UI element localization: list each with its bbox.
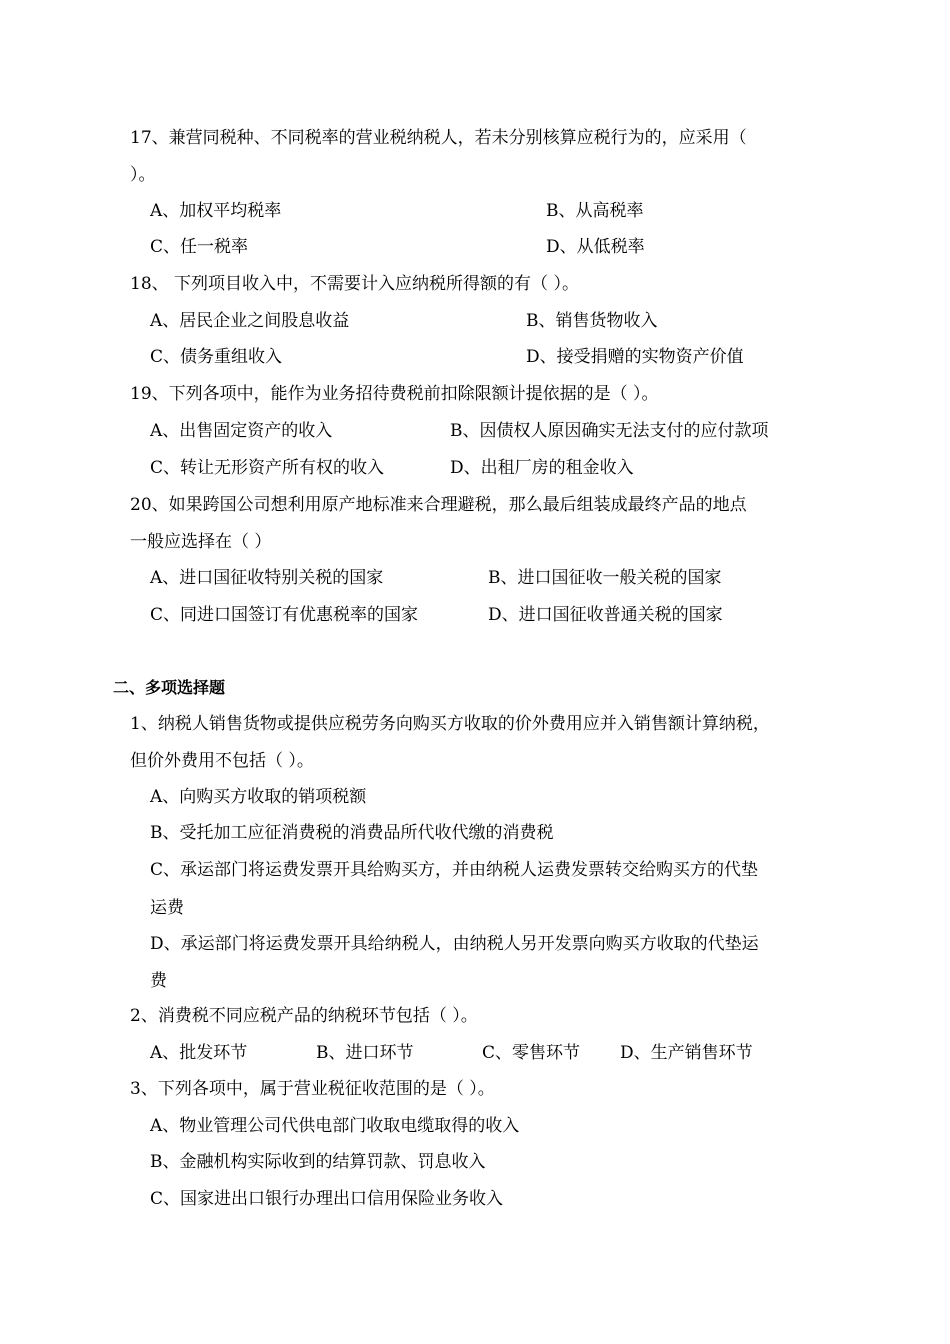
q19-option-c: C、转让无形资产所有权的收入 [150,458,385,478]
mq2-option-c: C、零售环节 [482,1043,581,1063]
mq1-option-a: A、向购买方收取的销项税额 [150,787,367,807]
q20-stem: 20、如果跨国公司想利用原产地标准来合理避税，那么最后组装成最终产品的地点 [130,495,747,515]
q19-stem: 19、下列各项中，能作为业务招待费税前扣除限额计提依据的是（ ）。 [130,384,659,404]
q20-stem-cont: 一般应选择在（ ） [130,532,272,552]
mq3-option-b: B、金融机构实际收到的结算罚款、罚息收入 [150,1152,486,1172]
q18-option-a: A、居民企业之间股息收益 [150,311,350,331]
mq1-option-b: B、受托加工应征消费税的消费品所代收代缴的消费税 [150,823,554,843]
mq3-stem: 3、下列各项中，属于营业税征收范围的是（ ）。 [130,1079,495,1099]
mq3-option-a: A、物业管理公司代供电部门收取电缆取得的收入 [150,1116,520,1136]
mq1-stem: 1、纳税人销售货物或提供应税劳务向购买方收取的价外费用应并入销售额计算纳税， [130,714,770,734]
mq2-option-a: A、批发环节 [150,1043,248,1063]
q18-option-d: D、接受捐赠的实物资产价值 [526,347,744,367]
q17-option-a: A、加权平均税率 [150,201,282,221]
section-heading-multiple-choice: 二、多项选择题 [113,678,226,697]
q18-stem: 18、 下列项目收入中，不需要计入应纳税所得额的有（ ）。 [130,274,579,294]
q19-option-a: A、出售固定资产的收入 [150,421,333,441]
q17-option-d: D、从低税率 [546,237,645,257]
mq1-option-c: C、承运部门将运费发票开具给购买方，并由纳税人运费发票转交给购买方的代垫 [150,860,759,880]
q18-option-c: C、债务重组收入 [150,347,283,367]
mq3-option-c: C、国家进出口银行办理出口信用保险业务收入 [150,1189,504,1209]
q20-option-d: D、进口国征收普通关税的国家 [488,605,723,625]
mq2-option-b: B、进口环节 [316,1043,414,1063]
q19-option-d: D、出租厂房的租金收入 [450,458,634,478]
q17-option-c: C、任一税率 [150,237,249,257]
q20-option-a: A、进口国征收特别关税的国家 [150,568,384,588]
q18-option-b: B、销售货物收入 [526,311,658,331]
mq1-option-d: D、承运部门将运费发票开具给纳税人，由纳税人另开发票向购买方收取的代垫运 [150,934,759,954]
mq1-option-c-cont: 运费 [150,898,184,918]
mq2-option-d: D、生产销售环节 [620,1043,753,1063]
mq2-stem: 2、消费税不同应税产品的纳税环节包括（ ）。 [130,1006,478,1026]
q19-option-b: B、因债权人原因确实无法支付的应付款项 [450,421,769,441]
q17-stem: 17、兼营同税种、不同税率的营业税纳税人，若未分别核算应税行为的，应采用（ [130,128,747,148]
q20-option-b: B、进口国征收一般关税的国家 [488,568,722,588]
q20-option-c: C、同进口国签订有优惠税率的国家 [150,605,419,625]
mq1-option-d-cont: 费 [150,971,167,991]
q17-option-b: B、从高税率 [546,201,644,221]
q17-stem-cont: ）。 [130,165,156,185]
mq1-stem-cont: 但价外费用不包括（ ）。 [130,751,314,771]
